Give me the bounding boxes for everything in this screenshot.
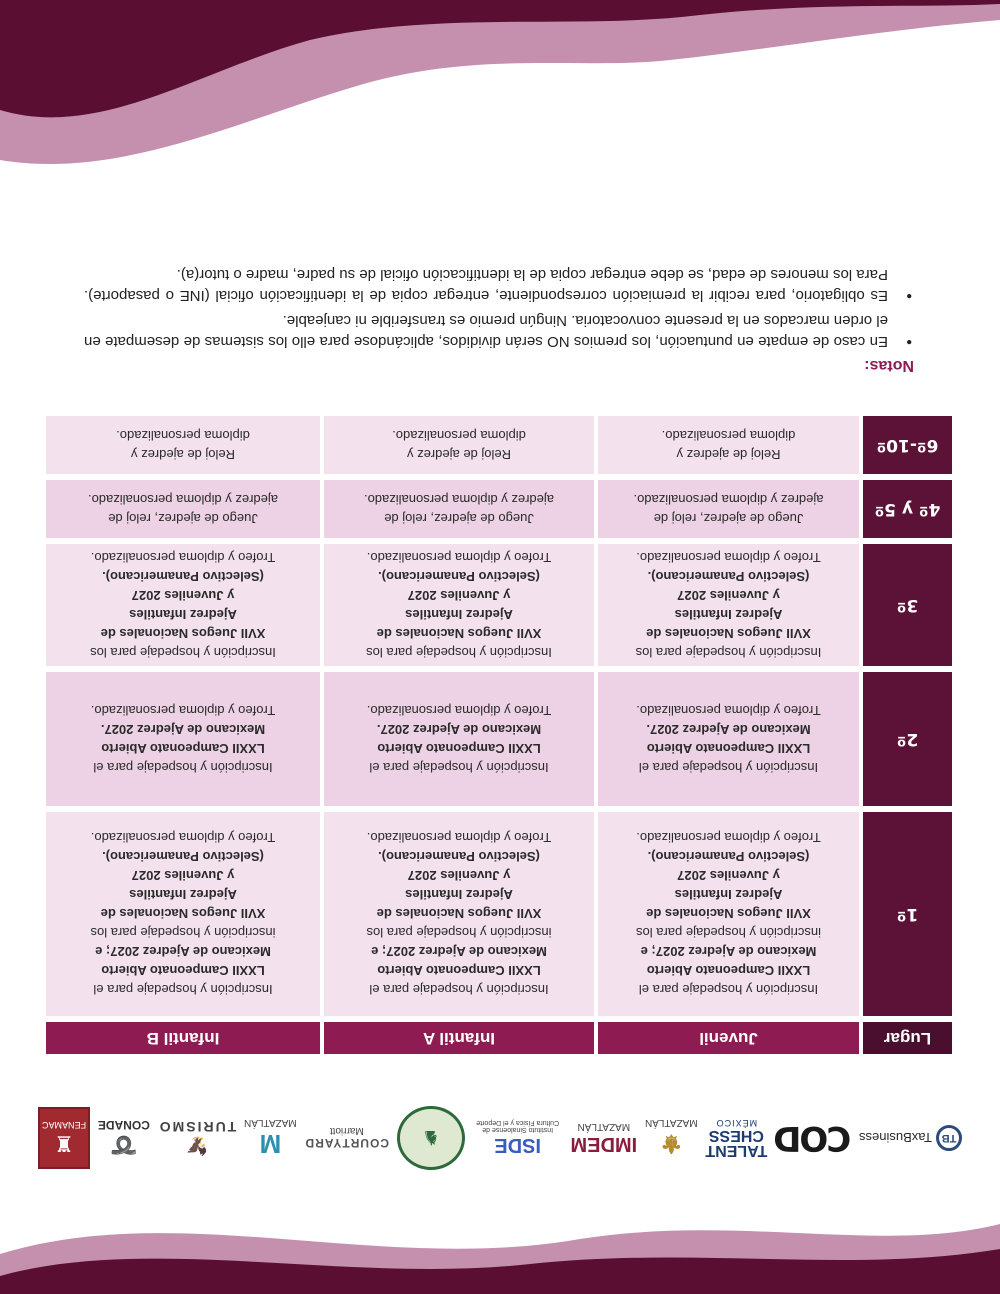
prize-line: XVII Juegos Nacionales de [376, 906, 542, 922]
prize-line: XVII Juegos Nacionales de [100, 626, 266, 641]
prize-line: y Juveniles 2027 [677, 588, 780, 603]
chess-academy-seal-logo [397, 1106, 465, 1170]
chess-seal-icon: ♞ [397, 1106, 465, 1170]
prize-line: diploma personalizado. [661, 428, 796, 443]
mazatlan-logo: ⚜ MAZATLÁN [644, 1117, 698, 1159]
prize-line: Reloj de ajedrez y [406, 447, 512, 462]
prize-line: y Juveniles 2027 [131, 868, 235, 884]
prize-line: Trofeo y diploma personalizado. [636, 550, 821, 565]
prize-line: (Selectivo Panamericano). [647, 569, 810, 584]
prize-line: Mexicano de Ajedrez 2027. [646, 722, 811, 737]
imdem-logo: IMDEM MAZATLÁN [570, 1121, 638, 1155]
prize-line: XVII Juegos Nacionales de [376, 626, 542, 641]
header-juvenil: Juvenil [598, 1022, 859, 1054]
prize-line: Juego de ajedrez, reloj de [384, 511, 534, 526]
prize-line: Trofeo y diploma personalizado. [636, 703, 821, 718]
prize-line: Ajedrez Infantiles [129, 607, 237, 622]
place-cell: 1º [863, 812, 952, 1016]
place-cell: 6º-10º [863, 416, 952, 474]
notes-list [84, 264, 914, 352]
prize-line: ajedrez y diploma personalizado. [363, 492, 555, 507]
prize-cell [598, 812, 859, 1016]
prize-cell [46, 672, 320, 806]
prize-line: Ajedrez Infantiles [129, 887, 237, 903]
note-item: • En caso de empate en puntuación, los premios NO serán divididos, aplicándose para ello los sistemas de desempate en el orden marcados en la presente convocatoria. Ningún premio es transferible ni canjeable. [84, 310, 914, 352]
prize-line: Inscripción y hospedaje para el [638, 982, 819, 998]
prizes-table [48, 416, 952, 1054]
prize-cell [46, 544, 320, 666]
prize-line: Mexicano de Ajedrez 2027. [100, 722, 266, 737]
prize-line: diploma personalizado. [392, 428, 526, 443]
header-lugar: Lugar [863, 1022, 952, 1054]
place-cell: 3º [863, 544, 952, 666]
prize-line: LXXII Campeonato Abierto [101, 741, 265, 756]
prize-line: ajedrez y diploma personalizado. [87, 492, 279, 507]
conade-logo: ➰ CONADE [97, 1118, 150, 1158]
prize-line: y Juveniles 2027 [407, 588, 511, 603]
prize-line: Trofeo y diploma personalizado. [90, 830, 276, 846]
prize-line: Inscripción y hospedaje para los [635, 645, 822, 660]
prize-line: Inscripción y hospedaje para el [93, 982, 273, 998]
prize-line: inscripción y hospedaje para los [366, 925, 552, 941]
prize-line: Ajedrez Infantiles [405, 887, 513, 903]
prize-line: XVII Juegos Nacionales de [646, 626, 811, 641]
place-cell: 4º y 5º [863, 480, 952, 538]
taxbusiness-icon: TB [936, 1125, 962, 1151]
fenamac-logo: ♜ FENAMAC [38, 1107, 90, 1169]
header-infantil-a: Infantil A [324, 1022, 594, 1054]
prize-line: Trofeo y diploma personalizado. [636, 830, 821, 846]
prize-line: Ajedrez Infantiles [405, 607, 513, 622]
prize-line: Trofeo y diploma personalizado. [366, 550, 552, 565]
header-infantil-b: Infantil B [46, 1022, 320, 1054]
notes-title: Notas: [864, 357, 914, 374]
prize-cell [598, 544, 859, 666]
prize-line: y Juveniles 2027 [131, 588, 235, 603]
top-wave-decoration [0, 1184, 1000, 1294]
eagle-icon: 🦅 [185, 1136, 209, 1157]
turismo-logo: 🦅 TURISMO [157, 1119, 237, 1157]
prize-line: LXXII Campeonato Abierto [377, 741, 541, 756]
prize-line: Inscripción y hospedaje para los [90, 645, 276, 660]
prize-line: Inscripción y hospedaje para los [366, 645, 552, 660]
prize-line: Ajedrez Infantiles [674, 887, 783, 903]
talent-chess-logo: TALENT CHESS MÉXICO [705, 1118, 768, 1159]
prize-line: Reloj de ajedrez y [676, 447, 781, 462]
athlete-icon: ➰ [110, 1133, 138, 1158]
prize-line: Mexicano de Ajedrez 2027; e [640, 944, 817, 960]
prize-line: (Selectivo Panamericano). [102, 569, 264, 584]
prize-line: Ajedrez Infantiles [674, 607, 783, 622]
mazatlan-m-icon: M [259, 1129, 282, 1159]
prize-line: Juego de ajedrez, reloj de [653, 511, 804, 526]
sponsor-logos [38, 1100, 962, 1176]
prize-line: Mexicano de Ajedrez 2027; e [371, 944, 547, 960]
prize-line: Mexicano de Ajedrez 2027; e [95, 944, 271, 960]
prize-line: inscripción y hospedaje para los [636, 925, 821, 941]
isde-logo: ISDE Instituto Sinaloense de Cultura Física y el Deporte [476, 1119, 560, 1157]
mazatlan-tourism-logo: M MAZATLÁN [244, 1117, 297, 1159]
prize-line: Inscripción y hospedaje para el [369, 982, 549, 998]
prize-cell [324, 672, 594, 806]
prize-line: LXXII Campeonato Abierto [101, 963, 265, 979]
cod-logo: COD [775, 1118, 852, 1158]
prize-cell [324, 480, 594, 538]
prize-line: XVII Juegos Nacionales de [646, 906, 811, 922]
prize-cell [46, 416, 320, 474]
prize-line: (Selectivo Panamericano). [102, 849, 264, 865]
prize-line: Inscripción y hospedaje para el [93, 760, 273, 775]
prize-line: LXXII Campeonato Abierto [646, 963, 811, 979]
castle-icon: ♜ [54, 1131, 74, 1156]
prize-cell [324, 812, 594, 1016]
notes-section [84, 260, 914, 374]
prize-line: LXXII Campeonato Abierto [377, 963, 541, 979]
prize-cell [598, 672, 859, 806]
prize-line: y Juveniles 2027 [677, 868, 780, 884]
prize-line: y Juveniles 2027 [407, 868, 511, 884]
prize-line: Trofeo y diploma personalizado. [366, 703, 552, 718]
place-cell: 2º [863, 672, 952, 806]
prize-line: Trofeo y diploma personalizado. [366, 830, 552, 846]
prize-line: (Selectivo Panamericano). [378, 569, 540, 584]
prize-cell [598, 416, 859, 474]
mazatlan-icon: ⚜ [659, 1129, 683, 1159]
courtyard-logo: COURTYARD Marriott [304, 1125, 390, 1151]
prize-line: Juego de ajedrez, reloj de [108, 511, 258, 526]
prize-line: Inscripción y hospedaje para el [638, 760, 819, 775]
prize-cell [46, 812, 320, 1016]
prize-line: Trofeo y diploma personalizado. [90, 550, 276, 565]
prize-line: Inscripción y hospedaje para el [369, 760, 549, 775]
prize-line: ajedrez y diploma personalizado. [633, 492, 824, 507]
prize-cell [598, 480, 859, 538]
prize-line: Mexicano de Ajedrez 2027. [376, 722, 542, 737]
bottom-wave-decoration [0, 0, 1000, 180]
note-item: • Es obligatorio, para recibir la premiación correspondiente, entregar copia de la identificación oficial (INE o pasaporte). Para los menores de edad, se debe entregar copia de la identificación oficial de su padre, madre o tutor(a). [84, 264, 914, 306]
prize-cell [324, 416, 594, 474]
prize-cell [46, 480, 320, 538]
prize-line: Trofeo y diploma personalizado. [90, 703, 276, 718]
prize-line: diploma personalizado. [116, 428, 250, 443]
prize-line: (Selectivo Panamericano). [378, 849, 540, 865]
prize-line: XVII Juegos Nacionales de [100, 906, 266, 922]
prize-line: Reloj de ajedrez y [130, 447, 236, 462]
prize-line: inscripción y hospedaje para los [90, 925, 276, 941]
taxbusiness-logo: TB TaxBusiness [859, 1106, 962, 1170]
prize-cell [324, 544, 594, 666]
prize-line: LXXII Campeonato Abierto [646, 741, 811, 756]
prize-line: (Selectivo Panamericano). [647, 849, 810, 865]
